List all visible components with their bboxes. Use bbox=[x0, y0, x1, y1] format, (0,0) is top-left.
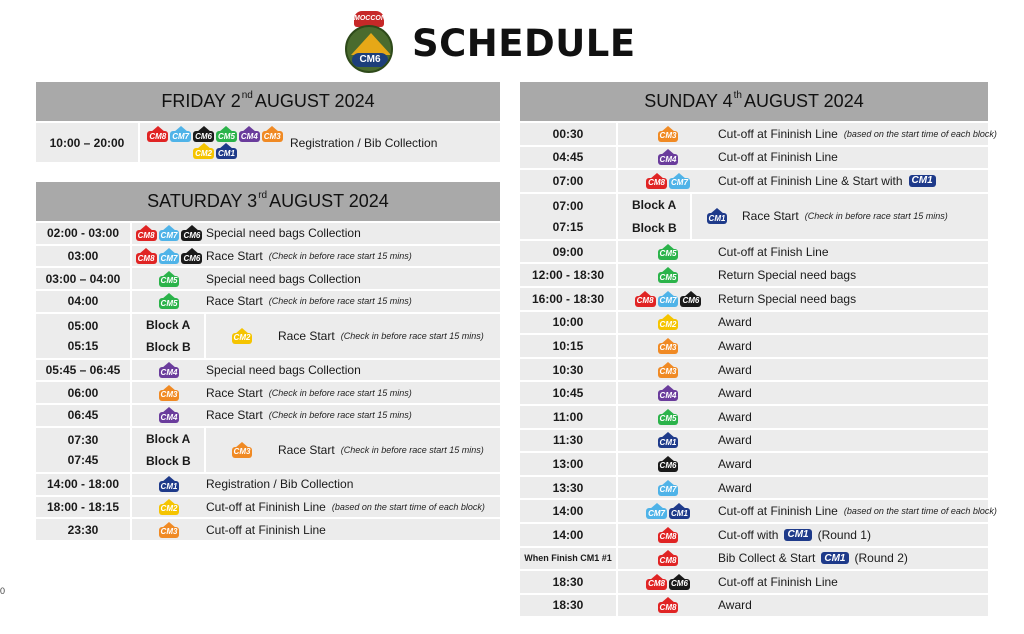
category-badge-cm5-icon: CM5 bbox=[658, 267, 679, 283]
time-cell: 14:00 bbox=[520, 524, 618, 546]
event-cell bbox=[718, 453, 988, 475]
time-cell: 18:00 - 18:15 bbox=[36, 497, 132, 518]
category-badges bbox=[618, 595, 718, 617]
category-badge-cm8-icon: CM8 bbox=[136, 248, 157, 264]
event-cell bbox=[290, 123, 500, 162]
sunday-table bbox=[520, 82, 997, 618]
category-badge-cm6-icon: CM6 bbox=[669, 574, 690, 590]
category-badge-cm7-icon: CM7 bbox=[658, 480, 679, 496]
schedule-row bbox=[36, 497, 500, 520]
margin-mark: 0 bbox=[0, 586, 6, 596]
category-badges bbox=[618, 288, 718, 310]
event-text: Cut-off at Fininish Line bbox=[718, 126, 838, 141]
time-cell: 10:30 bbox=[520, 359, 618, 381]
category-badges bbox=[132, 268, 206, 289]
event-cell bbox=[718, 359, 988, 381]
time-cell: 12:00 - 18:30 bbox=[520, 264, 618, 286]
event-text: Return Special need bags bbox=[718, 268, 857, 283]
category-badge-cm8-icon: CM8 bbox=[658, 527, 679, 543]
event-logo bbox=[344, 11, 394, 75]
event-cell bbox=[718, 170, 988, 192]
category-badges bbox=[132, 497, 206, 518]
event-text: Bib Collect & Start bbox=[718, 551, 816, 566]
category-badge-cm4-icon: CM4 bbox=[658, 385, 679, 401]
block-label: Block A bbox=[632, 198, 677, 213]
schedule-row bbox=[36, 223, 500, 246]
category-badge-cm2-icon: CM2 bbox=[159, 499, 180, 515]
event-text: Race Start bbox=[206, 294, 263, 309]
time-cell: 02:00 - 03:00 bbox=[36, 223, 132, 244]
time-cell: 10:00 – 20:00 bbox=[36, 123, 140, 162]
schedule-row bbox=[520, 194, 988, 241]
event-cell bbox=[718, 123, 997, 145]
schedule-row bbox=[520, 170, 988, 194]
friday-table bbox=[36, 82, 500, 164]
category-badge-cm5-icon: CM5 bbox=[216, 126, 237, 142]
time-cell bbox=[520, 194, 618, 239]
time-text: 07:00 bbox=[552, 199, 584, 214]
category-badge-cm8-icon: CM8 bbox=[136, 225, 157, 241]
category-badge-cm1-icon: CM1 bbox=[707, 208, 728, 224]
block-label: Block A bbox=[146, 431, 191, 446]
event-text: Cut-off with bbox=[718, 527, 779, 542]
category-badge-cm8-icon: CM8 bbox=[646, 574, 667, 590]
category-badge-cm5-icon: CM5 bbox=[658, 244, 679, 260]
category-badge-cm6-icon: CM6 bbox=[658, 456, 679, 472]
event-note: (Check in before race start 15 mins) bbox=[340, 330, 484, 341]
event-text: Race Start bbox=[742, 209, 799, 224]
time-cell: 04:45 bbox=[520, 147, 618, 169]
block-cell bbox=[618, 194, 692, 239]
category-badges bbox=[132, 405, 206, 426]
schedule-row bbox=[520, 595, 988, 619]
event-cell bbox=[718, 524, 988, 546]
time-cell: 18:30 bbox=[520, 595, 618, 617]
schedule-row bbox=[520, 288, 988, 312]
time-cell: 11:30 bbox=[520, 430, 618, 452]
schedule-row bbox=[520, 453, 988, 477]
schedule-row bbox=[36, 519, 500, 542]
event-cell bbox=[206, 382, 500, 403]
category-badge-cm1-icon: CM1 bbox=[669, 503, 690, 519]
category-badge-cm5-icon: CM5 bbox=[159, 293, 180, 309]
category-badge-cm3-icon: CM3 bbox=[658, 362, 679, 378]
round-text: (Round 1) bbox=[817, 527, 871, 542]
schedule-row bbox=[520, 548, 988, 572]
time-cell: 11:00 bbox=[520, 406, 618, 428]
schedule-row bbox=[520, 123, 997, 147]
category-badge-cm4-icon: CM4 bbox=[159, 362, 180, 378]
time-cell: 23:30 bbox=[36, 519, 132, 540]
event-cell bbox=[718, 288, 988, 310]
category-badge-cm2-icon: CM2 bbox=[232, 328, 253, 344]
category-badges bbox=[618, 500, 718, 522]
event-text: Race Start bbox=[278, 328, 335, 343]
category-badge-cm1-icon: CM1 bbox=[159, 476, 180, 492]
event-text: Race Start bbox=[278, 442, 335, 457]
event-text: Award bbox=[718, 456, 752, 471]
category-badges bbox=[618, 123, 718, 145]
category-badge-cm3-icon: CM3 bbox=[658, 338, 679, 354]
event-note: (Check in before race start 15 mins) bbox=[268, 410, 412, 421]
event-text: Registration / Bib Collection bbox=[206, 477, 354, 492]
event-text: Cut-off at Fininish Line bbox=[718, 150, 838, 165]
time-text: 07:30 bbox=[67, 432, 99, 447]
event-text: Cut-off at Fininish Line bbox=[718, 574, 838, 589]
category-badge-cm8-icon: CM8 bbox=[635, 291, 656, 307]
category-badge-cm5-icon: CM5 bbox=[658, 409, 679, 425]
logo-brand: MOCCONA bbox=[354, 11, 384, 27]
event-cell bbox=[718, 430, 988, 452]
time-cell: 05:45 – 06:45 bbox=[36, 360, 132, 381]
category-badge-cm6-icon: CM6 bbox=[181, 248, 202, 264]
category-badge-cm3-icon: CM3 bbox=[262, 126, 283, 142]
schedule-row bbox=[36, 246, 500, 269]
category-badge-cm1-icon: CM1 bbox=[658, 432, 679, 448]
category-badges bbox=[692, 194, 742, 239]
event-cell bbox=[206, 268, 500, 289]
category-badge-cm4-icon: CM4 bbox=[658, 149, 679, 165]
block-label: Block B bbox=[146, 453, 191, 468]
time-cell bbox=[36, 314, 132, 358]
category-badges bbox=[132, 223, 206, 244]
day-header: SATURDAY 3 $^{rd}$ AUGUST 2024 bbox=[36, 182, 500, 223]
category-badge-cm3-icon: CM3 bbox=[159, 385, 180, 401]
time-cell: 16:00 - 18:30 bbox=[520, 288, 618, 310]
category-badges bbox=[618, 548, 718, 570]
event-text: Cut-off at Fininish Line bbox=[206, 522, 326, 537]
block-label: Block A bbox=[146, 317, 191, 332]
event-cell bbox=[718, 477, 988, 499]
header bbox=[344, 8, 636, 78]
round-text: (Round 2) bbox=[854, 551, 908, 566]
schedule-row bbox=[520, 359, 988, 383]
event-cell bbox=[718, 571, 988, 593]
category-badge-cm3-icon: CM3 bbox=[658, 126, 679, 142]
event-cell bbox=[718, 548, 988, 570]
event-cell bbox=[718, 382, 988, 404]
category-badge-cm6-icon: CM6 bbox=[181, 225, 202, 241]
category-badges bbox=[132, 519, 206, 540]
time-cell: 10:45 bbox=[520, 382, 618, 404]
event-text: Award bbox=[718, 598, 752, 613]
category-badge-cm8-icon: CM8 bbox=[147, 126, 168, 142]
schedule-row bbox=[520, 406, 988, 430]
category-badge-cm7-icon: CM7 bbox=[646, 503, 667, 519]
time-cell bbox=[36, 428, 132, 472]
event-text: Award bbox=[718, 433, 752, 448]
event-cell bbox=[718, 595, 988, 617]
category-badge-cm5-icon: CM5 bbox=[159, 271, 180, 287]
category-badge-cm8-icon: CM8 bbox=[658, 550, 679, 566]
schedule-row bbox=[36, 314, 500, 360]
category-badge-cm6-icon: CM6 bbox=[680, 291, 701, 307]
event-text: Cut-off at Finish Line bbox=[718, 244, 829, 259]
event-cell bbox=[278, 314, 500, 358]
event-text: Cut-off at Fininish Line bbox=[206, 499, 326, 514]
event-text: Race Start bbox=[206, 385, 263, 400]
event-text: Award bbox=[718, 362, 752, 377]
time-cell: 18:30 bbox=[520, 571, 618, 593]
event-cell bbox=[206, 291, 500, 312]
event-note: (Check in before race start 15 mins) bbox=[268, 296, 412, 307]
saturday-table bbox=[36, 182, 500, 542]
event-cell bbox=[718, 335, 988, 357]
event-note: (Check in before race start 15 mins) bbox=[340, 444, 484, 455]
time-cell: 10:15 bbox=[520, 335, 618, 357]
event-note: (based on the start time of each block) bbox=[843, 506, 997, 517]
schedule-row bbox=[36, 428, 500, 474]
event-text: Award bbox=[718, 409, 752, 424]
schedule-row bbox=[36, 291, 500, 314]
event-cell bbox=[206, 223, 500, 244]
category-badges bbox=[618, 359, 718, 381]
time-cell: 14:00 - 18:00 bbox=[36, 474, 132, 495]
category-badges bbox=[140, 123, 290, 162]
event-cell bbox=[206, 497, 500, 518]
time-cell: When Finish CM1 #1 bbox=[520, 548, 618, 570]
event-note: (based on the start time of each block) bbox=[331, 501, 485, 512]
category-badge-cm8-icon: CM8 bbox=[646, 173, 667, 189]
event-note: (based on the start time of each block) bbox=[843, 128, 997, 139]
schedule-row bbox=[520, 571, 988, 595]
block-cell bbox=[132, 428, 206, 472]
logo-label: CM6 bbox=[352, 53, 388, 67]
event-cell bbox=[718, 406, 988, 428]
category-badges bbox=[618, 406, 718, 428]
event-text: Award bbox=[718, 338, 752, 353]
category-badges bbox=[132, 246, 206, 267]
time-cell: 00:30 bbox=[520, 123, 618, 145]
event-cell bbox=[718, 264, 988, 286]
event-text: Award bbox=[718, 386, 752, 401]
category-badge-cm7-icon: CM7 bbox=[669, 173, 690, 189]
category-badges bbox=[618, 264, 718, 286]
category-badges bbox=[618, 571, 718, 593]
event-text: Award bbox=[718, 315, 752, 330]
block-cell bbox=[132, 314, 206, 358]
block-label: Block B bbox=[146, 339, 191, 354]
event-cell bbox=[742, 194, 988, 239]
event-text: Registration / Bib Collection bbox=[290, 135, 438, 150]
cm1-inline-badge-icon: CM1 bbox=[784, 529, 811, 541]
schedule-row bbox=[520, 241, 988, 265]
schedule-row bbox=[520, 524, 988, 548]
schedule-row bbox=[36, 268, 500, 291]
event-text: Special need bags Collection bbox=[206, 271, 361, 286]
page-title: SCHEDULE bbox=[412, 21, 636, 65]
block-label: Block B bbox=[632, 220, 677, 235]
event-text: Race Start bbox=[206, 249, 263, 264]
cm1-inline-badge-icon: CM1 bbox=[909, 175, 936, 187]
category-badges bbox=[132, 291, 206, 312]
event-cell bbox=[718, 500, 997, 522]
event-text: Award bbox=[718, 480, 752, 495]
event-text: Special need bags Collection bbox=[206, 363, 361, 378]
cm1-inline-badge-icon: CM1 bbox=[821, 552, 848, 564]
event-note: (Check in before race start 15 mins) bbox=[804, 211, 948, 222]
category-badges bbox=[618, 382, 718, 404]
time-text: 05:00 bbox=[67, 318, 99, 333]
category-badge-cm4-icon: CM4 bbox=[159, 407, 180, 423]
schedule-row bbox=[36, 474, 500, 497]
schedule-row bbox=[520, 382, 988, 406]
category-badge-cm7-icon: CM7 bbox=[170, 126, 191, 142]
category-badge-cm6-icon: CM6 bbox=[193, 126, 214, 142]
event-cell bbox=[278, 428, 500, 472]
category-badges bbox=[618, 477, 718, 499]
time-cell: 03:00 bbox=[36, 246, 132, 267]
category-badge-cm2-icon: CM2 bbox=[193, 143, 214, 159]
event-cell bbox=[718, 147, 988, 169]
event-cell bbox=[206, 405, 500, 426]
schedule-row bbox=[36, 382, 500, 405]
category-badge-cm3-icon: CM3 bbox=[159, 522, 180, 538]
time-text: 05:15 bbox=[67, 338, 99, 353]
day-header: SUNDAY 4 $^{th}$ AUGUST 2024 bbox=[520, 82, 988, 123]
time-text: 07:45 bbox=[67, 452, 99, 467]
category-badges bbox=[618, 170, 718, 192]
schedule-row bbox=[520, 335, 988, 359]
category-badges bbox=[618, 335, 718, 357]
category-badges bbox=[618, 241, 718, 263]
category-badges bbox=[132, 474, 206, 495]
event-text: Special need bags Collection bbox=[206, 226, 361, 241]
event-cell bbox=[206, 519, 500, 540]
event-cell bbox=[206, 246, 500, 267]
category-badge-cm3-icon: CM3 bbox=[232, 442, 253, 458]
category-badge-cm2-icon: CM2 bbox=[658, 314, 679, 330]
schedule-row bbox=[36, 360, 500, 383]
event-text: Cut-off at Fininish Line bbox=[718, 504, 838, 519]
category-badge-cm8-icon: CM8 bbox=[658, 597, 679, 613]
category-badges bbox=[206, 314, 278, 358]
category-badges bbox=[618, 430, 718, 452]
schedule-row bbox=[520, 500, 997, 524]
category-badge-cm7-icon: CM7 bbox=[159, 248, 180, 264]
schedule-row bbox=[520, 147, 988, 171]
schedule-row bbox=[520, 264, 988, 288]
time-cell: 07:00 bbox=[520, 170, 618, 192]
time-text: 07:15 bbox=[552, 219, 584, 234]
category-badges bbox=[618, 524, 718, 546]
category-badges bbox=[618, 147, 718, 169]
event-text: Race Start bbox=[206, 408, 263, 423]
category-badges bbox=[132, 360, 206, 381]
category-badges bbox=[618, 312, 718, 334]
schedule-row bbox=[520, 312, 988, 336]
category-badges bbox=[206, 428, 278, 472]
time-cell: 13:00 bbox=[520, 453, 618, 475]
event-text: Cut-off at Fininish Line & Start with bbox=[718, 173, 903, 188]
event-cell bbox=[718, 241, 988, 263]
time-cell: 10:00 bbox=[520, 312, 618, 334]
category-badges bbox=[618, 453, 718, 475]
event-note: (Check in before race start 15 mins) bbox=[268, 387, 412, 398]
schedule-row bbox=[520, 477, 988, 501]
day-header: FRIDAY 2 $^{nd}$ AUGUST 2024 bbox=[36, 82, 500, 123]
event-note: (Check in before race start 15 mins) bbox=[268, 251, 412, 262]
event-cell bbox=[718, 312, 988, 334]
time-cell: 13:30 bbox=[520, 477, 618, 499]
event-cell bbox=[206, 474, 500, 495]
category-badge-cm7-icon: CM7 bbox=[658, 291, 679, 307]
category-badge-cm1-icon: CM1 bbox=[216, 143, 237, 159]
event-text: Return Special need bags bbox=[718, 291, 857, 306]
category-badge-cm4-icon: CM4 bbox=[239, 126, 260, 142]
schedule-row bbox=[520, 430, 988, 454]
event-cell bbox=[206, 360, 500, 381]
category-badge-cm7-icon: CM7 bbox=[159, 225, 180, 241]
time-cell: 14:00 bbox=[520, 500, 618, 522]
schedule-row bbox=[36, 123, 500, 164]
time-cell: 09:00 bbox=[520, 241, 618, 263]
category-badges bbox=[132, 382, 206, 403]
time-cell: 03:00 – 04:00 bbox=[36, 268, 132, 289]
time-cell: 06:00 bbox=[36, 382, 132, 403]
schedule-row bbox=[36, 405, 500, 428]
time-cell: 04:00 bbox=[36, 291, 132, 312]
time-cell: 06:45 bbox=[36, 405, 132, 426]
